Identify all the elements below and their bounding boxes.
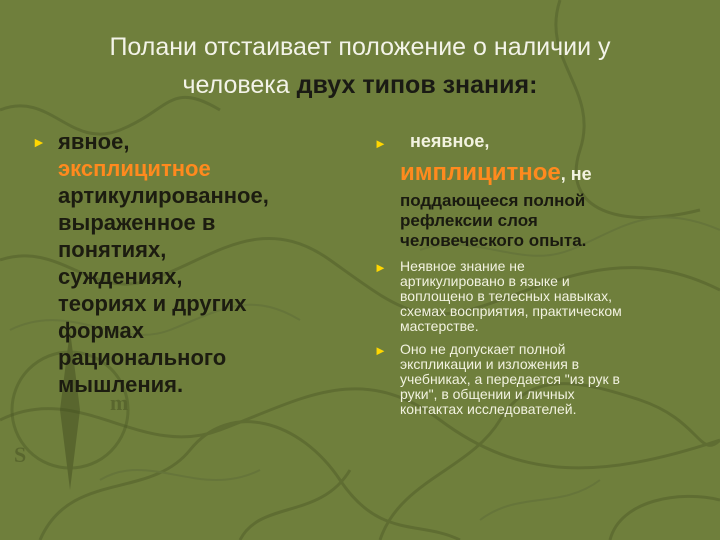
embodied-line: воплощено в телесных навыках, bbox=[400, 288, 612, 304]
embodied-line: мастерстве. bbox=[400, 318, 479, 334]
explicit-line: мышления. bbox=[58, 372, 184, 397]
bullet-arrow-icon: ► bbox=[32, 134, 46, 150]
tacit-item-definition bbox=[372, 128, 702, 251]
transfer-line: руки", в общении и личных bbox=[400, 386, 575, 402]
svg-text:S: S bbox=[14, 442, 27, 467]
explicit-line: артикулированное, bbox=[58, 183, 269, 208]
transfer-line: Оно не допускает полной bbox=[400, 341, 566, 357]
explicit-line: понятиях, bbox=[58, 237, 167, 262]
explicit-knowledge-column bbox=[30, 128, 360, 398]
bullet-arrow-icon: ► bbox=[374, 136, 387, 151]
svg-text:m: m bbox=[110, 390, 129, 415]
transfer-line: экспликации и изложения в bbox=[400, 356, 580, 372]
explicit-line: рационального bbox=[58, 345, 227, 370]
title-prefix: человека bbox=[182, 71, 297, 99]
explicit-line: теориях и других bbox=[58, 291, 247, 316]
tacit-desc-line: поддающееся полной bbox=[400, 191, 586, 210]
explicit-word: явное, bbox=[58, 129, 130, 154]
tacit-item-transfer bbox=[372, 342, 702, 417]
explicit-line: суждениях, bbox=[58, 264, 183, 289]
slide-title bbox=[20, 28, 700, 104]
bullet-arrow-icon: ► bbox=[374, 343, 387, 358]
tacit-term-line bbox=[400, 158, 702, 191]
explicit-line: выраженное в bbox=[58, 210, 216, 235]
explicit-term: эксплицитное bbox=[58, 156, 211, 181]
explicit-line: формах bbox=[58, 318, 145, 343]
tacit-word: неявное, bbox=[410, 131, 490, 151]
tacit-item-embodied bbox=[372, 259, 702, 334]
embodied-line: схемах восприятия, практическом bbox=[400, 303, 622, 319]
tacit-term: имплицитное bbox=[400, 159, 561, 186]
title-line-1: Полани отстаивает положение о наличии у bbox=[109, 33, 611, 61]
title-line-2 bbox=[20, 66, 700, 104]
title-emphasis: двух типов знания bbox=[296, 71, 530, 99]
transfer-line: учебниках, а передается "из рук в bbox=[400, 371, 620, 387]
embodied-line: Неявное знание не bbox=[400, 258, 525, 274]
bullet-arrow-icon: ► bbox=[374, 260, 387, 275]
tacit-desc-line: человеческого опыта. bbox=[400, 231, 587, 250]
embodied-line: артикулировано в языке и bbox=[400, 273, 570, 289]
tacit-term-suffix: , не bbox=[560, 164, 592, 184]
title-colon: : bbox=[529, 71, 538, 99]
transfer-line: контактах исследователей. bbox=[400, 401, 577, 417]
tacit-knowledge-column bbox=[372, 128, 702, 417]
tacit-desc-line: рефлексии слоя bbox=[400, 211, 538, 230]
